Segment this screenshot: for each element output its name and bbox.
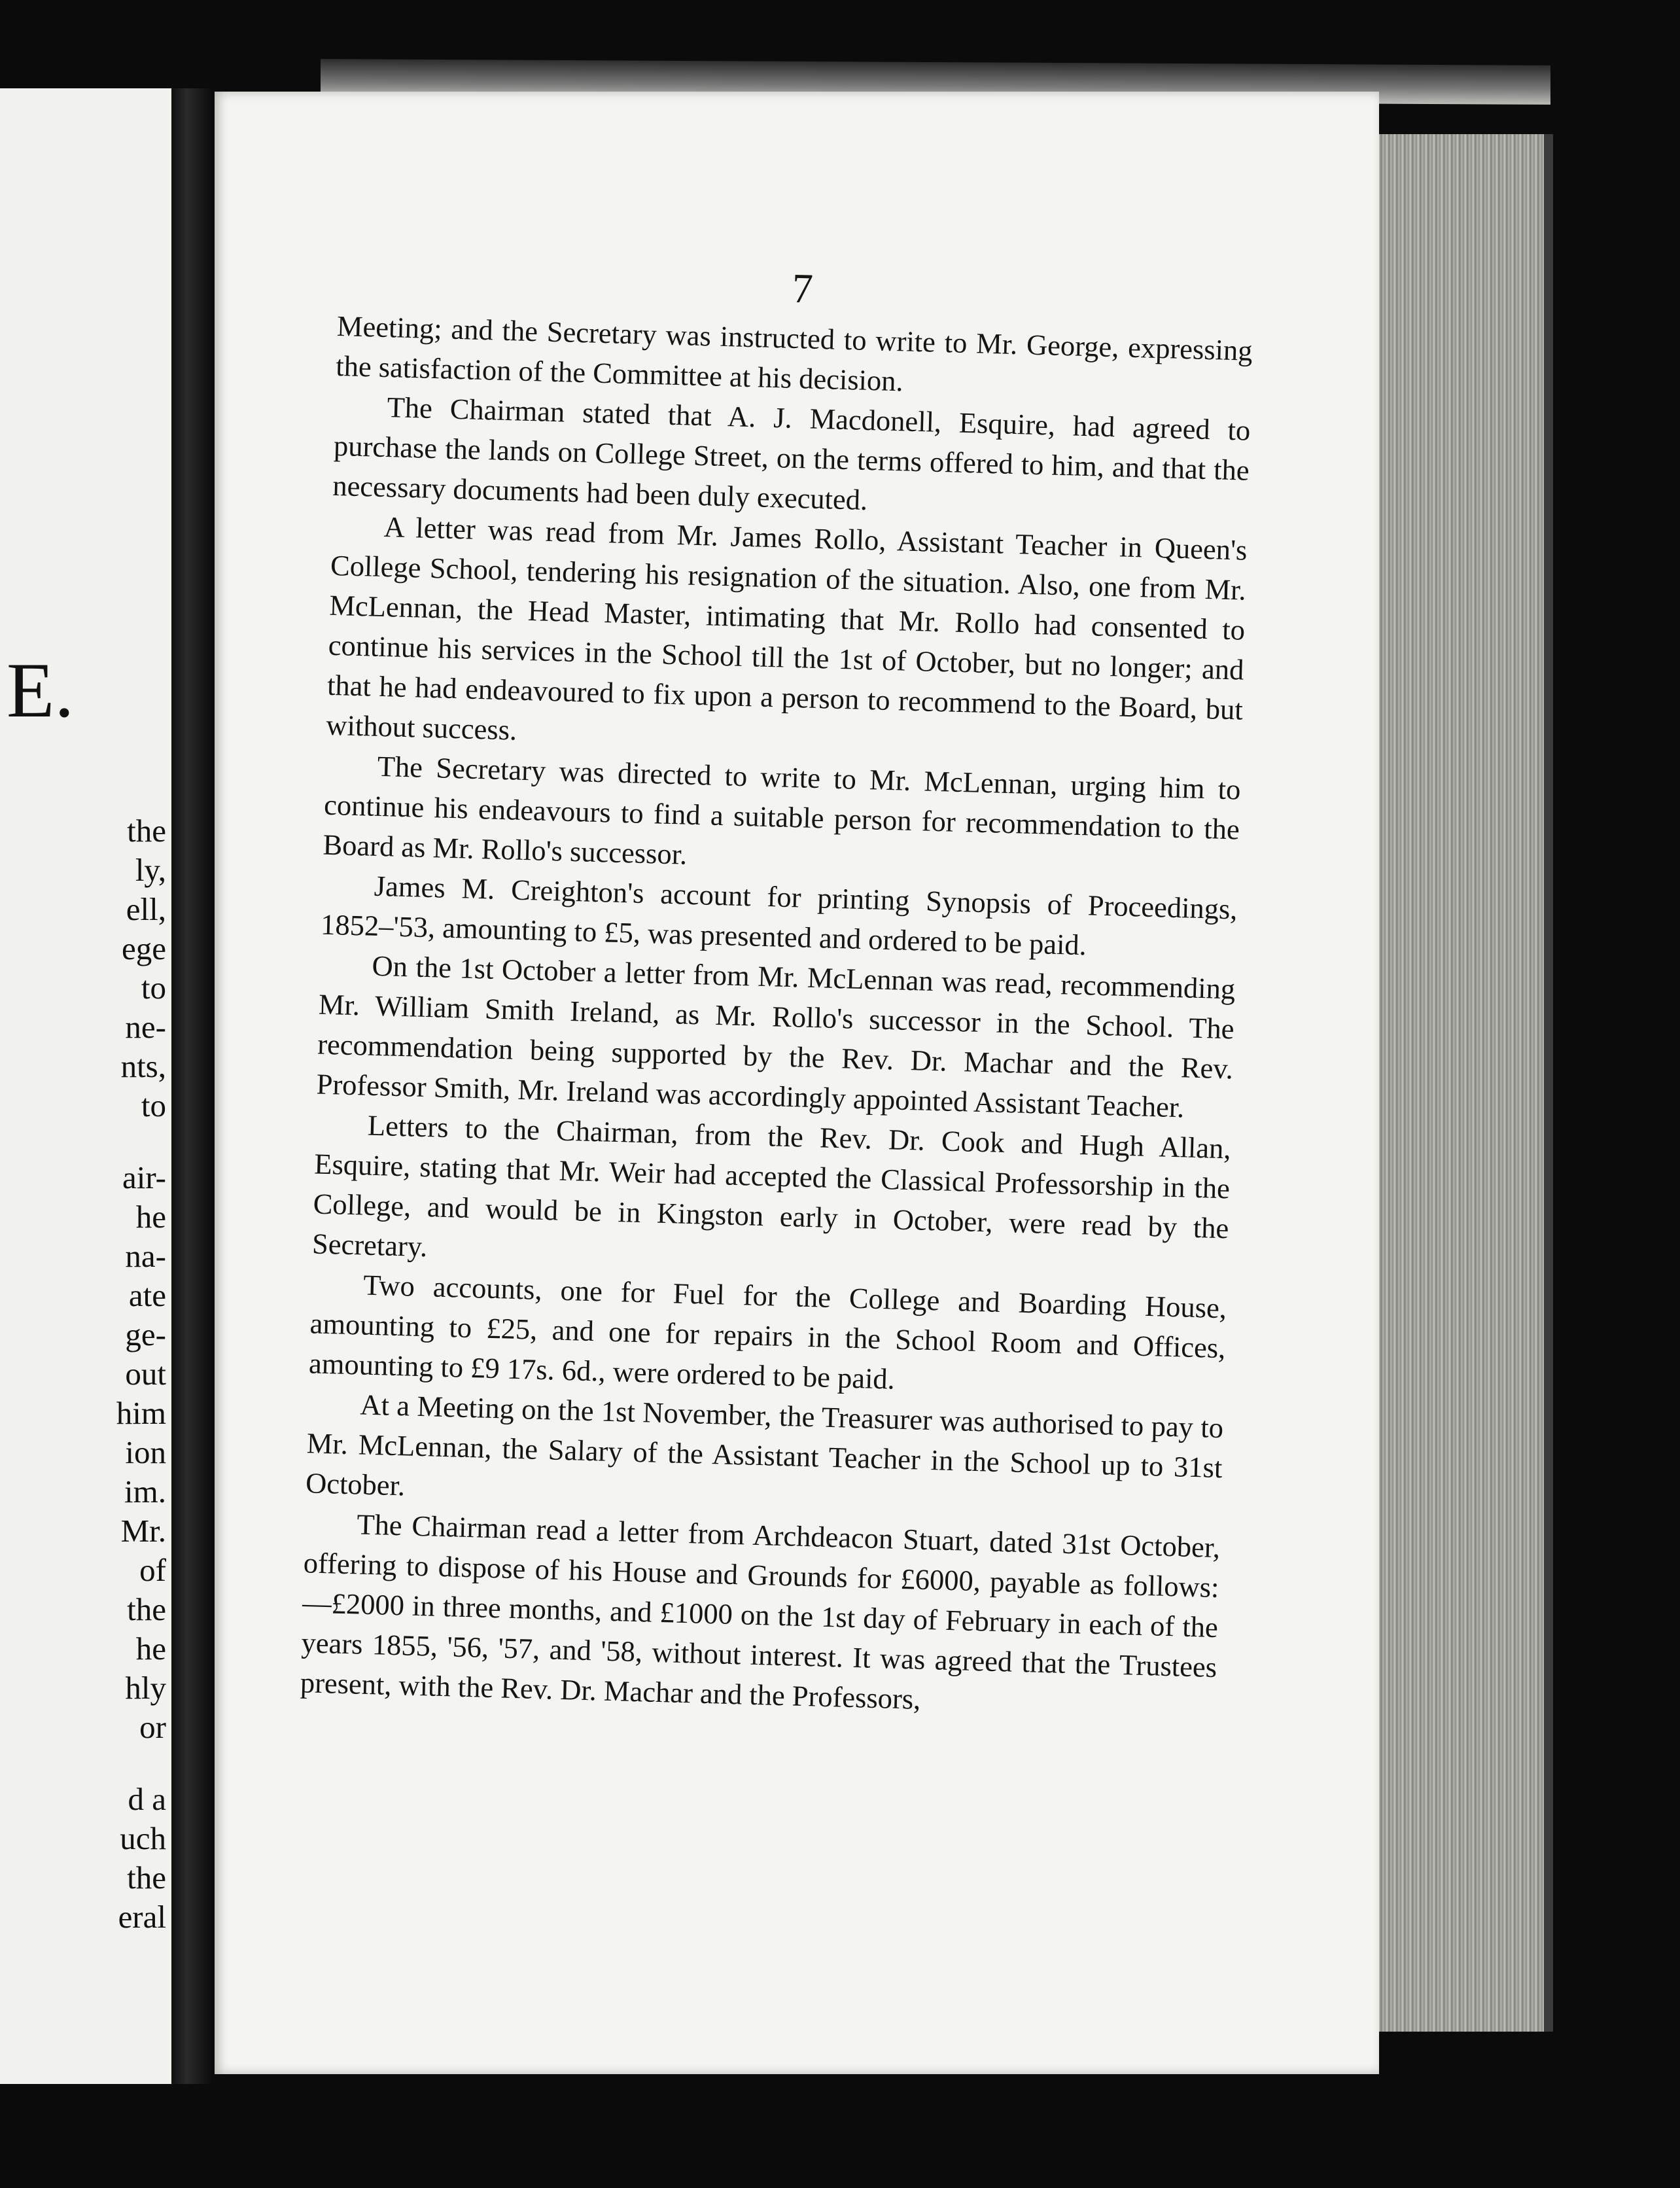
left-line-fragment: the <box>127 1860 166 1896</box>
left-line-fragment: air- <box>122 1159 166 1195</box>
left-line-fragment: he <box>135 1199 166 1235</box>
left-line-fragment: Mr. <box>120 1513 166 1549</box>
paragraph: Two accounts, one for Fuel for the College and Boarding House, amounting to £25, and one for repairs in the School Room and Offices, amounting to £9 17s. 6d., were ordered to be paid. <box>308 1268 1227 1396</box>
paragraph: Meeting; and the Secretary was instructed to write to Mr. George, expressing the satisfaction of the Committee at his decision. <box>335 309 1253 398</box>
paragraph: The Secretary was directed to write to Mr. McLennan, urging him to continue his endeavours to find a suitable person for recommendation to the Board as Mr. Rollo's successor. <box>322 749 1242 871</box>
left-line-fragment: uch <box>120 1820 166 1856</box>
page-text-block <box>300 255 1254 1727</box>
left-line-fragment: ell, <box>126 891 166 927</box>
left-line-fragment: the <box>127 813 166 849</box>
left-line-fragment: ly, <box>135 852 166 888</box>
left-line-fragment: the <box>127 1591 166 1627</box>
left-line-fragment: hly <box>125 1670 166 1706</box>
left-line-fragment: d a <box>128 1781 166 1817</box>
left-line-fragment: nts, <box>120 1048 166 1084</box>
left-line-fragment: ge- <box>125 1316 166 1352</box>
paragraph: James M. Creighton's account for printing Synopsis of Proceedings, 1852–'53, amounting to £5, was presented and ordered to be paid. <box>320 869 1238 962</box>
left-line-fragment: of <box>139 1552 166 1588</box>
left-line-fragment: na- <box>125 1238 166 1274</box>
right-page <box>215 92 1379 2074</box>
left-page-fragment <box>0 88 174 2084</box>
page-number: 7 <box>791 264 814 312</box>
left-line-fragment: eral <box>118 1899 166 1935</box>
left-line-fragment: ege <box>122 930 166 966</box>
book-gutter-shadow <box>171 88 211 2084</box>
left-line-fragment: ne- <box>125 1009 166 1045</box>
left-page-heading-fragment: E. <box>7 646 75 733</box>
paragraph: The Chairman read a letter from Archdeacon Stuart, dated 31st October, offering to dispose of his House and Grounds for £6000, payable as follows:—£2000 in three months, and £1000 on the 1st day of February in each of the years 1855, '56, '57, and '58, without interest. It was agreed that the Trustees present, with the Rev. Dr. Machar and the Professors, <box>300 1508 1221 1716</box>
paragraph: On the 1st October a letter from Mr. McLennan was read, recommending Mr. William Smith Ireland, as Mr. Rollo's successor in the School. The recommendation being supported by the Rev. Dr. Machar and the Rev. Professor Smith, Mr. Ireland was accordingly appointed Assistant Teacher. <box>316 949 1236 1124</box>
left-line-fragment: ate <box>128 1277 166 1313</box>
left-line-fragment: he <box>135 1631 166 1667</box>
left-line-fragment: out <box>125 1356 166 1392</box>
left-line-fragment: to <box>141 970 166 1006</box>
paragraph: The Chairman stated that A. J. Macdonell, Esquire, had agreed to purchase the lands on College Street, on the terms offered to him, and that the necessary documents had been duly executed. <box>332 391 1251 516</box>
left-line-fragment: im. <box>124 1473 166 1509</box>
left-line-fragment: to <box>141 1087 166 1123</box>
paragraph: Letters to the Chairman, from the Rev. Dr. Cook and Hugh Allan, Esquire, stating that Mr. Weir had accepted the Classical Professorship in the College, and would be in Kingston early in October, were read by the Secretary. <box>311 1108 1232 1263</box>
left-line-fragment: him <box>116 1395 166 1431</box>
paragraph: At a Meeting on the 1st November, the Treasurer was authorised to pay to Mr. McLennan, the Salary of the Assistant Teacher in the School up to 31st October. <box>305 1388 1224 1502</box>
left-line-fragment: or <box>139 1709 166 1745</box>
left-line-fragment: ion <box>125 1434 166 1470</box>
book-page-edges <box>1367 134 1553 2032</box>
paragraph: A letter was read from Mr. James Rollo, Assistant Teacher in Queen's College School, tendering his resignation of the situation. Also, one from Mr. McLennan, the Head Master, intimating that Mr. Rollo had consented to continue his services in the School till the 1st of October, but no longer; and that he had endeavoured to fix upon a person to recommend to the Board, but without success. <box>325 510 1248 747</box>
